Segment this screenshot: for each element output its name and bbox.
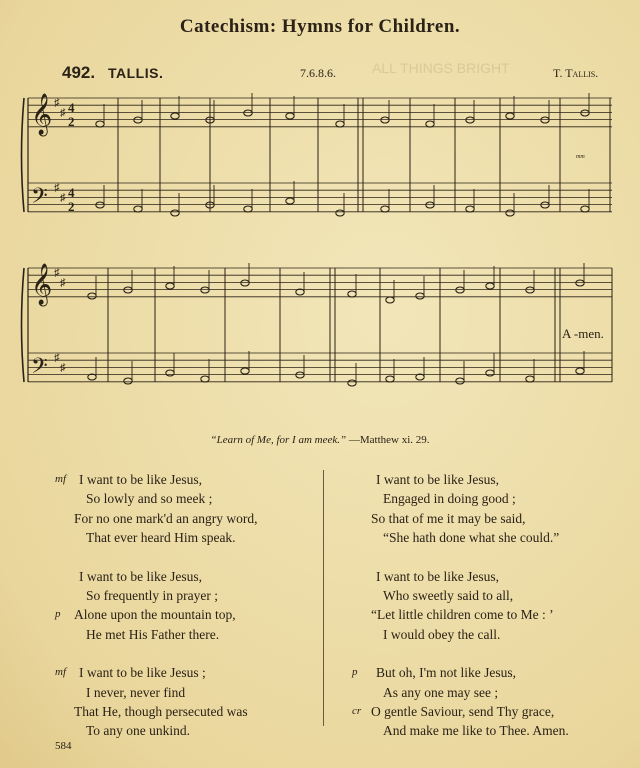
verse-line [352, 663, 569, 682]
verse-line-text: As any one may see ; [383, 684, 499, 700]
dynamic-marking: p [352, 666, 358, 679]
verse-line [352, 528, 569, 547]
note-head [466, 206, 474, 212]
dynamic-marking: mf [55, 666, 66, 679]
verse-line [55, 625, 258, 644]
note-head [336, 121, 344, 127]
note-head [506, 113, 514, 119]
dynamic-mark: mm [576, 154, 585, 160]
verse-line [55, 683, 258, 702]
verse-line-text: So frequently in prayer ; [86, 588, 218, 604]
verse-line [55, 605, 258, 624]
verse-line [55, 567, 258, 586]
note-head [244, 206, 252, 212]
note-head [124, 378, 132, 384]
bleed-through-text: ALL THINGS BRIGHT [372, 60, 510, 76]
verse-line [55, 721, 258, 740]
note-head [96, 121, 104, 127]
system-bracket [22, 98, 25, 212]
note-head [506, 210, 514, 216]
key-signature: ♯ [54, 182, 60, 194]
amen-lyric: A -men. [562, 326, 604, 341]
dynamic-marking: mf [55, 473, 66, 485]
verse-line-text: I want to be like Jesus, [376, 568, 499, 584]
page-title: Catechism: Hymns for Children. [179, 16, 461, 37]
key-signature: ♯ [54, 97, 60, 109]
verse-line [55, 470, 258, 489]
note-head [456, 378, 464, 384]
verse-line-text: To any one unkind. [86, 723, 191, 739]
note-head [286, 198, 294, 204]
note-head [171, 113, 179, 119]
verse-line-text: And make me like to Thee. Amen. [383, 723, 569, 739]
note-head [486, 370, 494, 376]
verse-line [55, 702, 258, 721]
note-head [576, 368, 584, 374]
note-head [134, 206, 142, 212]
note-head [88, 293, 96, 299]
time-signature: 4 [68, 100, 75, 115]
verse-line-text: But oh, I'm not like Jesus, [376, 665, 517, 681]
note-head [171, 210, 179, 216]
verse-line [352, 702, 569, 721]
time-signature: 2 [68, 199, 75, 214]
verse-line-text: I never, never find [86, 684, 186, 700]
verse-line-text: I want to be like Jesus, [79, 472, 202, 487]
key-signature: ♯ [60, 107, 66, 119]
note-head [241, 368, 249, 374]
verses-right-column [352, 470, 569, 741]
verse-line-text: So that of me it may be said, [371, 510, 526, 526]
verse-line-text: That ever heard Him speak. [86, 530, 236, 546]
verse-line [55, 528, 258, 547]
time-signature: 2 [68, 114, 75, 129]
dynamic-marking: cr [352, 705, 362, 718]
verse-line-text: So lowly and so meek ; [86, 491, 213, 507]
hymn-number: 492. [62, 63, 96, 82]
treble-clef: 𝄞 [31, 94, 53, 135]
verse-line [352, 470, 569, 489]
note-head [166, 370, 174, 376]
note-head [381, 206, 389, 212]
note-head [244, 110, 252, 116]
key-signature: ♯ [54, 267, 60, 279]
note-head [581, 110, 589, 116]
note-head [576, 280, 584, 286]
verse-line-text: For no one mark'd an angry word, [74, 510, 258, 526]
note-head [486, 283, 494, 289]
note-head [241, 280, 249, 286]
verses-left-column [55, 470, 258, 741]
note-head [166, 283, 174, 289]
verse-line [352, 509, 569, 528]
epigraph [0, 434, 640, 446]
meter: 7.6.8.6. [300, 66, 336, 80]
dynamic-marking: p [55, 608, 61, 621]
verse-line-text: He met His Father there. [86, 626, 220, 642]
verse-line [352, 625, 569, 644]
verse-line [352, 586, 569, 605]
verse-line-text: O gentle Saviour, send Thy grace, [371, 704, 555, 720]
epigraph-source: —Matthew xi. 29. [348, 434, 430, 446]
key-signature: ♯ [60, 277, 66, 289]
note-head [348, 380, 356, 386]
verse-line-text: That He, though persecuted was [74, 704, 248, 720]
key-signature: ♯ [60, 192, 66, 204]
verse-line-text: I want to be like Jesus, [376, 472, 499, 487]
verse-line [352, 489, 569, 508]
note-head [201, 376, 209, 382]
bass-clef: 𝄢 [31, 354, 48, 384]
verse-line [55, 663, 258, 682]
note-head [526, 376, 534, 382]
note-head [386, 297, 394, 303]
treble-clef: 𝄞 [31, 264, 53, 305]
verse-line-text: “She hath done what she could.” [383, 530, 560, 546]
verse-line-text: I want to be like Jesus, [79, 568, 202, 584]
verse-line-text: I want to be like Jesus ; [79, 665, 206, 681]
verse-line-text: I would obey the call. [383, 626, 501, 642]
verse-line [352, 605, 569, 624]
note-head [386, 376, 394, 382]
column-divider [323, 470, 324, 726]
verse-line [352, 721, 569, 740]
verse-line-text: Who sweetly said to all, [383, 588, 514, 604]
epigraph-quote: “Learn of Me, for I am meek.” [210, 434, 347, 446]
verse-line [55, 489, 258, 508]
system-bracket [22, 268, 25, 382]
verse-line-text: Engaged in doing good ; [383, 491, 516, 507]
note-head [286, 113, 294, 119]
bass-clef: 𝄢 [31, 184, 48, 214]
note-head [336, 210, 344, 216]
note-head [581, 206, 589, 212]
verse-line [55, 509, 258, 528]
verse-line [352, 567, 569, 586]
key-signature: ♯ [60, 362, 66, 374]
key-signature: ♯ [54, 352, 60, 364]
note-head [416, 293, 424, 299]
staff-systems [22, 93, 613, 386]
verse-line-text: Alone upon the mountain top, [74, 607, 236, 623]
note-head [426, 121, 434, 127]
page-number: 584 [55, 740, 72, 752]
verse-line [352, 683, 569, 702]
composer: T. Tallis. [553, 66, 599, 80]
verse-line [55, 586, 258, 605]
verse-line-text: “Let little children come to Me : ’ [371, 607, 554, 623]
note-head [348, 291, 356, 297]
time-signature: 4 [68, 185, 75, 200]
tune-name: TALLIS. [108, 65, 164, 81]
